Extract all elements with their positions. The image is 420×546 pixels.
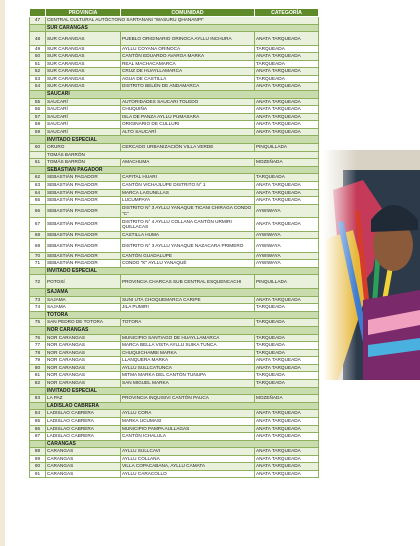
row-provincia: ORURO <box>46 144 121 152</box>
table-row <box>30 342 319 350</box>
row-number: 84 <box>30 410 46 418</box>
row-provincia: NOR CARANGAS <box>46 349 121 357</box>
row-provincia: LADISLAO CABRERA <box>46 433 121 441</box>
section-title: SUR CARANGAS <box>46 24 319 32</box>
page-edge-decoration <box>0 0 5 546</box>
table-row <box>30 379 319 387</box>
row-provincia: LADISLAO CABRERA <box>46 410 121 418</box>
row-categoria: ANATA TARQUEADA <box>255 182 319 190</box>
row-provincia: CARANGAS <box>46 448 121 456</box>
row-comunidad: AYLLU COLLANA <box>121 455 255 463</box>
row-comunidad: AYLLU COYANA ORINOCA <box>121 45 255 53</box>
table-row <box>30 470 319 478</box>
row-categoria: TARQUEADA <box>255 379 319 387</box>
row-number: 85 <box>30 417 46 425</box>
row-categoria: ANATA TARQUEADA <box>255 425 319 433</box>
row-categoria: ANATA TARQUEADA <box>255 32 319 46</box>
row-comunidad: ISLA DE PANZA AYLLU PUMASARA <box>121 113 255 121</box>
row-provincia: SUR CARANGAS <box>46 45 121 53</box>
table-row <box>30 106 319 114</box>
header-categoria: CATEGORÍA <box>255 9 319 17</box>
section-title: LADISLAO CABRERA <box>46 402 319 410</box>
row-number: 65 <box>30 197 46 205</box>
table-row <box>30 75 319 83</box>
row-categoria: TARQUEADA <box>255 75 319 83</box>
row-number: 58 <box>30 121 46 129</box>
row-comunidad: CASTILLA HUMA <box>121 231 255 239</box>
row-comunidad: MUNICIPIO PAMPA AULLAGAS <box>121 425 255 433</box>
section-row <box>30 288 319 296</box>
row-comunidad: CANTÓN EDUARDO AVAROA MARKA <box>121 53 255 61</box>
row-categoria: TARQUEADA <box>255 342 319 350</box>
row-number: 75 <box>30 319 46 327</box>
row-comunidad: CANTÓN ICHALULA <box>121 433 255 441</box>
table-row <box>30 83 319 91</box>
row-provincia: SEBASTIÁN PAGADOR <box>46 260 121 268</box>
row-comunidad: AYLLU CARACOLLO <box>121 470 255 478</box>
row-number: 73 <box>30 296 46 304</box>
row-provincia: SAJAMA <box>46 296 121 304</box>
row-categoria: AYWIWAYA <box>255 239 319 253</box>
row-number: 67 <box>30 218 46 232</box>
row-provincia: SEBASTIÁN PAGADOR <box>46 189 121 197</box>
table-row <box>30 260 319 268</box>
row-categoria: AYWIWAYA <box>255 231 319 239</box>
section-row <box>30 267 319 275</box>
row-number: 74 <box>30 304 46 312</box>
table-row <box>30 60 319 68</box>
row-categoria: TARQUEADA <box>255 372 319 380</box>
table-row <box>30 364 319 372</box>
section-number-cell <box>30 402 46 410</box>
table-row <box>30 304 319 312</box>
row-number: 53 <box>30 75 46 83</box>
participants-table-wrapper <box>29 8 318 478</box>
table-row <box>30 128 319 136</box>
row-categoria: ANATA TARQUEADA <box>255 357 319 365</box>
row-number: 57 <box>30 113 46 121</box>
table-row <box>30 425 319 433</box>
row-comunidad: MARCA BELLA VISTA AYLLU SUIKA TUNCA <box>121 342 255 350</box>
table-row <box>30 395 319 403</box>
participants-table <box>29 8 319 478</box>
row-comunidad: MARKA UCUMASI <box>121 417 255 425</box>
row-provincia: NOR CARANGAS <box>46 357 121 365</box>
row-number: 54 <box>30 83 46 91</box>
row-categoria: ANATA TARQUEADA <box>255 128 319 136</box>
row-provincia: CENTRAL CULTURAL AUTÓCTONO SARTANANI "WASURU QHANANPI" <box>46 17 319 25</box>
row-number: 76 <box>30 334 46 342</box>
row-comunidad: AUTORIDADES SAUCARI TOLEDO <box>121 98 255 106</box>
row-categoria: TARQUEADA <box>255 304 319 312</box>
table-row <box>30 433 319 441</box>
row-comunidad: PROVINCIA INQUISIVI CANTÓN PAUCA <box>121 395 255 403</box>
row-number: 60 <box>30 144 46 152</box>
row-comunidad: DISTRITO N° 3 AYLLU YANAQUE TICANI CHIRAGA CONDO "C" <box>121 204 255 218</box>
row-provincia: NOR CARANGAS <box>46 334 121 342</box>
row-categoria: TARQUEADA <box>255 349 319 357</box>
section-row <box>30 326 319 334</box>
row-number: 89 <box>30 455 46 463</box>
table-row <box>30 296 319 304</box>
row-provincia: SEBASTIÁN PAGADOR <box>46 252 121 260</box>
table-row <box>30 98 319 106</box>
row-comunidad: ORIGINARIO DE CULLURI <box>121 121 255 129</box>
row-provincia: TOMÁS BARRÓN <box>46 159 121 167</box>
section-row <box>30 24 319 32</box>
header-provincia: PROVINCIA <box>46 9 121 17</box>
row-provincia: CARANGAS <box>46 470 121 478</box>
row-number: 81 <box>30 372 46 380</box>
row-number: 48 <box>30 32 46 46</box>
table-row <box>30 159 319 167</box>
section-number-cell <box>30 311 46 319</box>
row-comunidad: DISTRITO N° 3 AYLLU YANAQUE NAZACARA PRIMERO <box>121 239 255 253</box>
row-number: 49 <box>30 45 46 53</box>
row-provincia: SAJAMA <box>46 304 121 312</box>
row-provincia: NOR CARANGAS <box>46 364 121 372</box>
row-provincia: SAUCARÍ <box>46 98 121 106</box>
row-categoria: PINQUILLADA <box>255 144 319 152</box>
row-categoria: ANATA TARQUEADA <box>255 417 319 425</box>
row-categoria: TARQUEADA <box>255 319 319 327</box>
row-comunidad: CAPITAL HUARI <box>121 174 255 182</box>
row-categoria: ANATA TARQUEADA <box>255 53 319 61</box>
table-row <box>30 197 319 205</box>
section-number-cell <box>30 387 46 395</box>
row-provincia: NOR CARANGAS <box>46 379 121 387</box>
row-categoria: MOZEÑADA <box>255 159 319 167</box>
section-number-cell <box>30 136 46 144</box>
row-categoria: ANATA TARQUEADA <box>255 83 319 91</box>
row-provincia: LA PAZ <box>46 395 121 403</box>
section-number-cell <box>30 91 46 99</box>
section-title: TOTORA <box>46 311 319 319</box>
row-categoria: ANATA TARQUEADA <box>255 364 319 372</box>
table-row <box>30 463 319 471</box>
section-number-cell <box>30 440 46 448</box>
row-comunidad: CANTÓN VICHAJLUPE DISTRITO N° 1 <box>121 182 255 190</box>
row-comunidad: AMACHUMA <box>121 159 255 167</box>
row-categoria: ANATA TARQUEADA <box>255 470 319 478</box>
table-row <box>30 410 319 418</box>
row-number: 55 <box>30 98 46 106</box>
row-provincia: SAUCARÍ <box>46 121 121 129</box>
row-comunidad: LLANQUERA MARKA <box>121 357 255 365</box>
row-provincia: LADISLAO CABRERA <box>46 417 121 425</box>
section-row <box>30 136 319 144</box>
row-provincia: NOR CARANGAS <box>46 342 121 350</box>
row-number: 71 <box>30 260 46 268</box>
section-row <box>30 91 319 99</box>
row-number: 56 <box>30 106 46 114</box>
section-title: SAUCARÍ <box>46 91 319 99</box>
musicians-photo-illustration <box>323 150 420 380</box>
row-comunidad: CHUQUICHAMBI MARKA <box>121 349 255 357</box>
row-categoria: ANATA TARQUEADA <box>255 218 319 232</box>
row-categoria: ANATA TARQUEADA <box>255 448 319 456</box>
header-number <box>30 9 46 17</box>
row-categoria: ANATA TARQUEADA <box>255 113 319 121</box>
row-comunidad: CANTÓN GUADALUPE <box>121 252 255 260</box>
row-provincia: SUR CARANGAS <box>46 68 121 76</box>
row-number: 82 <box>30 379 46 387</box>
row-categoria: ANATA TARQUEADA <box>255 463 319 471</box>
row-provincia: POTOSÍ <box>46 275 121 289</box>
row-comunidad: LUCUMPAYA <box>121 197 255 205</box>
row-provincia: LADISLAO CABRERA <box>46 425 121 433</box>
row-comunidad: PUEBLO ORIGINARIO ORINOCA AYLLU INCHURA <box>121 32 255 46</box>
row-number: 83 <box>30 395 46 403</box>
row-provincia: SUR CARANGAS <box>46 83 121 91</box>
row-number: 69 <box>30 239 46 253</box>
table-row <box>30 68 319 76</box>
section-row <box>30 387 319 395</box>
table-row <box>30 349 319 357</box>
row-number: 90 <box>30 463 46 471</box>
section-number-cell <box>30 267 46 275</box>
row-categoria: AYWIWAYA <box>255 204 319 218</box>
row-number: 88 <box>30 448 46 456</box>
row-provincia: SEBASTIÁN PAGADOR <box>46 204 121 218</box>
row-provincia: SEBASTIÁN PAGADOR <box>46 197 121 205</box>
row-provincia: CARANGAS <box>46 463 121 471</box>
section-title: INVITADO ESPECIAL <box>46 267 319 275</box>
row-comunidad: SUNI UTA CHOQUEMARCA CARIPE <box>121 296 255 304</box>
table-row <box>30 417 319 425</box>
table-row <box>30 17 319 25</box>
section-number-cell <box>30 326 46 334</box>
row-categoria: ANATA TARQUEADA <box>255 98 319 106</box>
row-number: 86 <box>30 425 46 433</box>
row-number: 68 <box>30 231 46 239</box>
row-provincia: SUR CARANGAS <box>46 75 121 83</box>
row-number: 64 <box>30 189 46 197</box>
row-provincia: SAUCARÍ <box>46 128 121 136</box>
row-comunidad: MARCA LAGUNILLAS <box>121 189 255 197</box>
row-comunidad: AGUA DE CASTILLA <box>121 75 255 83</box>
table-row <box>30 275 319 289</box>
table-row <box>30 174 319 182</box>
row-provincia: SEBASTIÁN PAGADOR <box>46 231 121 239</box>
table-header-row <box>30 9 319 17</box>
row-provincia: SAN PEDRO DE TOTORA <box>46 319 121 327</box>
row-comunidad: CERCADO URBANIZACIÓN VILLA VERDE <box>121 144 255 152</box>
row-comunidad: AYLLU SULLCATUNCA <box>121 364 255 372</box>
table-row <box>30 218 319 232</box>
row-comunidad: MITMA MARKA DEL CANTÓN TUNUPA <box>121 372 255 380</box>
row-comunidad: REAL MACHACAMARCA <box>121 60 255 68</box>
row-comunidad: AYLLU CORA <box>121 410 255 418</box>
row-number: 77 <box>30 342 46 350</box>
row-comunidad: SAN MIGUEL MARKA <box>121 379 255 387</box>
row-categoria: TARQUEADA <box>255 60 319 68</box>
row-number: 61 <box>30 159 46 167</box>
table-body <box>30 17 319 478</box>
row-number: 79 <box>30 357 46 365</box>
table-row <box>30 182 319 190</box>
row-categoria: ANATA TARQUEADA <box>255 189 319 197</box>
row-provincia: CARANGAS <box>46 455 121 463</box>
row-number: 47 <box>30 17 46 25</box>
row-categoria: ANATA TARQUEADA <box>255 68 319 76</box>
row-comunidad: VILLA COPACABANA, AYLLU CAMATA <box>121 463 255 471</box>
row-comunidad: MUNICIPIO SANTIAGO DE HUAYLLAMARCA <box>121 334 255 342</box>
row-provincia: SEBASTIÁN PAGADOR <box>46 182 121 190</box>
table-row <box>30 239 319 253</box>
section-row <box>30 151 319 159</box>
row-provincia: SUR CARANGAS <box>46 60 121 68</box>
row-categoria: MOZEÑADA <box>255 395 319 403</box>
row-provincia: SAUCARÍ <box>46 106 121 114</box>
row-comunidad: TOTORA <box>121 319 255 327</box>
row-categoria: ANATA TARQUEADA <box>255 106 319 114</box>
row-comunidad: AYLLU SULLCAVI <box>121 448 255 456</box>
table-row <box>30 53 319 61</box>
row-categoria: ANATA TARQUEADA <box>255 433 319 441</box>
row-categoria: ANATA TARQUEADA <box>255 197 319 205</box>
row-categoria: TARQUEADA <box>255 174 319 182</box>
row-categoria: ANATA TARQUEADA <box>255 121 319 129</box>
table-row <box>30 357 319 365</box>
row-number: 87 <box>30 433 46 441</box>
row-categoria: AYWIWAYA <box>255 260 319 268</box>
table-row <box>30 319 319 327</box>
row-comunidad: CONDO "K" AYLLU YANAQUÉ <box>121 260 255 268</box>
table-row <box>30 45 319 53</box>
row-comunidad: DISTRITO N° 4 AYLLU COLLANA CANTÓN URMIRI QUILLACAS <box>121 218 255 232</box>
row-number: 72 <box>30 275 46 289</box>
musicians-photo <box>323 150 420 380</box>
section-row <box>30 311 319 319</box>
row-categoria: ANATA TARQUEADA <box>255 455 319 463</box>
section-number-cell <box>30 151 46 159</box>
section-number-cell <box>30 166 46 174</box>
row-number: 66 <box>30 204 46 218</box>
row-comunidad: PROVINCIA CHARCAS SUB CENTRAL ESQUENCACHI <box>121 275 255 289</box>
table-row <box>30 231 319 239</box>
table-row <box>30 144 319 152</box>
table-row <box>30 113 319 121</box>
section-title: CARANGAS <box>46 440 319 448</box>
section-title: SEBASTIÁN PAGADOR <box>46 166 319 174</box>
section-title: NOR CARANGAS <box>46 326 319 334</box>
section-row <box>30 166 319 174</box>
row-provincia: SEBASTIÁN PAGADOR <box>46 174 121 182</box>
section-title: INVITADO ESPECIAL <box>46 387 319 395</box>
table-row <box>30 32 319 46</box>
section-title: SAJAMA <box>46 288 319 296</box>
row-number: 91 <box>30 470 46 478</box>
row-number: 78 <box>30 349 46 357</box>
row-categoria: ANATA TARQUEADA <box>255 410 319 418</box>
table-row <box>30 334 319 342</box>
table-row <box>30 455 319 463</box>
row-categoria: PINQUILLADA <box>255 275 319 289</box>
row-categoria: TARQUEADA <box>255 334 319 342</box>
row-provincia: SUR CARANGAS <box>46 32 121 46</box>
row-number: 52 <box>30 68 46 76</box>
row-comunidad: JILA PUMIRI <box>121 304 255 312</box>
row-provincia: SEBASTIÁN PAGADOR <box>46 239 121 253</box>
row-categoria: TARQUEADA <box>255 45 319 53</box>
row-categoria: AYWIWAYA <box>255 252 319 260</box>
table-row <box>30 121 319 129</box>
table-row <box>30 189 319 197</box>
row-comunidad: ALTO SAUCARÍ <box>121 128 255 136</box>
row-number: 63 <box>30 182 46 190</box>
row-provincia: SEBASTIÁN PAGADOR <box>46 218 121 232</box>
row-comunidad: DISTRITO BELÉN DE ANDAMARCA <box>121 83 255 91</box>
row-comunidad: CHUQUIÑA <box>121 106 255 114</box>
row-comunidad: CRUZ DE HUAYLLAMARCA <box>121 68 255 76</box>
section-number-cell <box>30 24 46 32</box>
table-row <box>30 448 319 456</box>
row-number: 51 <box>30 60 46 68</box>
row-categoria: ANATA TARQUEADA <box>255 296 319 304</box>
section-number-cell <box>30 288 46 296</box>
section-row <box>30 402 319 410</box>
row-number: 59 <box>30 128 46 136</box>
row-provincia: SAUCARÍ <box>46 113 121 121</box>
row-provincia: NOR CARANGAS <box>46 372 121 380</box>
section-title: INVITADO ESPECIAL <box>46 136 319 144</box>
row-number: 50 <box>30 53 46 61</box>
table-row <box>30 204 319 218</box>
row-number: 62 <box>30 174 46 182</box>
table-row <box>30 252 319 260</box>
section-row <box>30 440 319 448</box>
row-number: 80 <box>30 364 46 372</box>
row-provincia: SUR CARANGAS <box>46 53 121 61</box>
row-number: 70 <box>30 252 46 260</box>
table-row <box>30 372 319 380</box>
header-comunidad: COMUNIDAD <box>121 9 255 17</box>
section-title: TOMÁS BARRÓN <box>46 151 319 159</box>
